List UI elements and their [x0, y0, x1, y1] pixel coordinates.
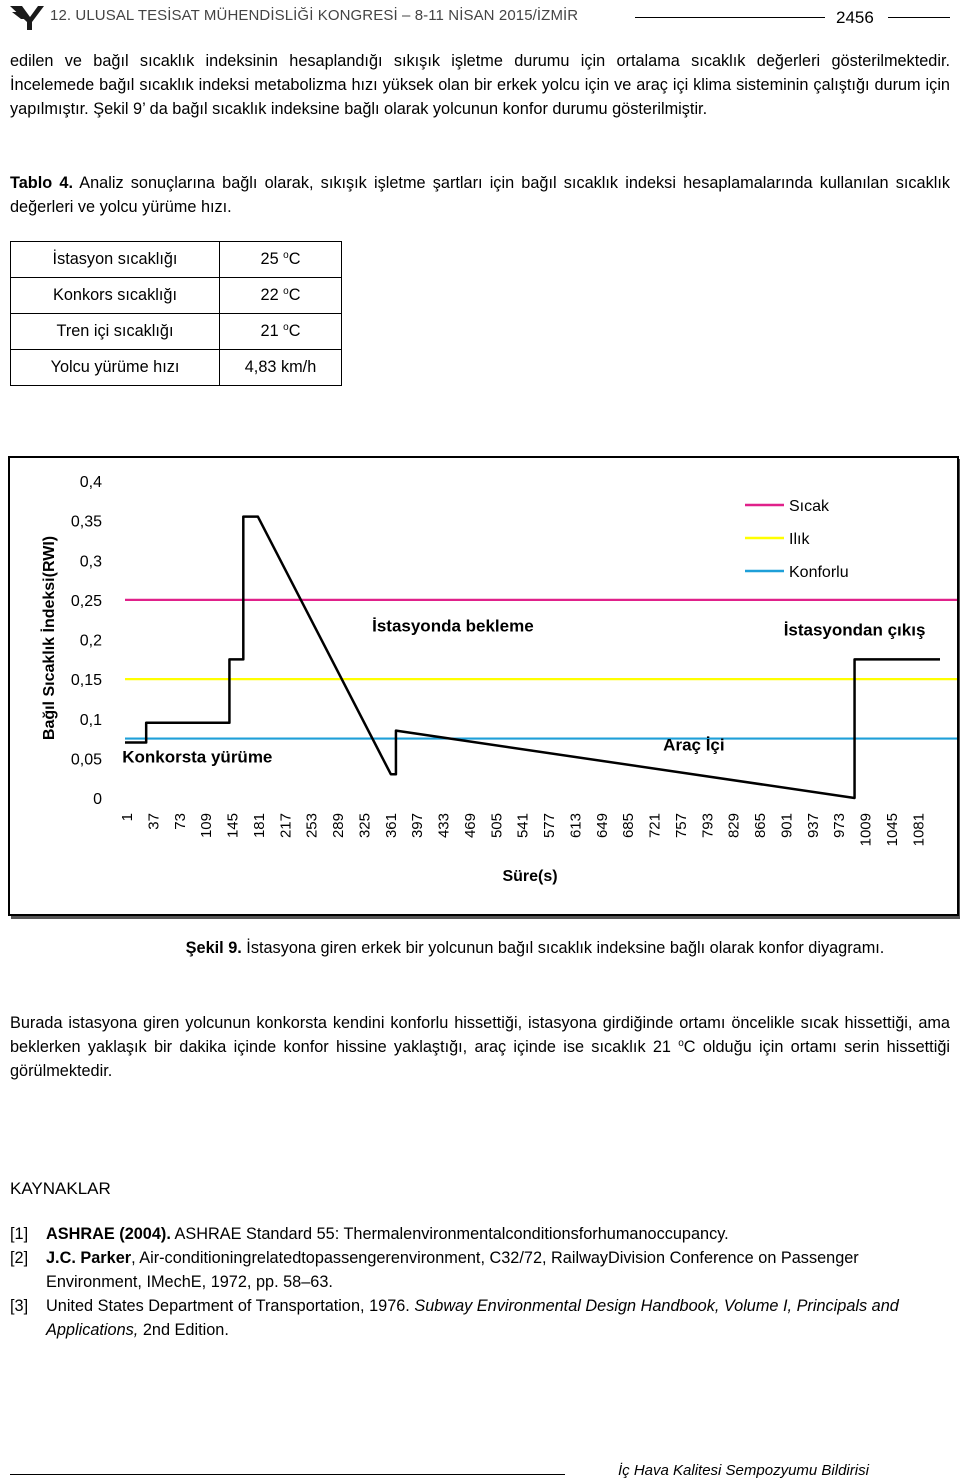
x-tick-label: 685 [620, 813, 638, 839]
x-tick-label: 37 [145, 813, 163, 830]
intro-paragraph-text: edilen ve bağıl sıcaklık indeksinin hesaplandığı sıkışık işletme durumu için ortalama sıcaklık değerleri gösterilmektedir. İncelemede bağıl sıcaklık indeksi metabolizma hızı yüksek olan bir erkek yolcu için ve araç içi klima sisteminin çalıştığı durum için yapılmıştır. Şekil 9’ da bağıl sıcaklık indeksine bağlı olarak yolcunun konfor durumu gösterilmiştir. [10, 52, 950, 118]
table-cell-label: İstasyon sıcaklığı [11, 242, 220, 278]
chart-annotation: Araç İçi [663, 735, 725, 755]
page-number: 2456 [836, 8, 874, 27]
x-tick-label: 541 [514, 813, 532, 839]
x-tick-label: 1081 [910, 813, 928, 847]
reference-item [10, 1294, 955, 1342]
table-caption [10, 171, 950, 219]
rwi-chart [10, 458, 957, 914]
value-number: 21 [260, 322, 284, 340]
body-paragraph-text: Burada istasyona giren yolcunun konkorsta kendini konforlu hissettiği, istasyona girdiğinde ortamı öncelikle sıcak hissettiği, ama beklerken yaklaşık bir dakika içinde konfor hissine yaklaştığı, araç içinde ise sıcaklık 21 [10, 1014, 950, 1056]
degree-superscript: o [678, 1038, 684, 1049]
body-paragraph [10, 1011, 950, 1083]
reference-text: ASHRAE Standard 55: Thermalenvironmentalconditionsforhumanoccupancy. [170, 1225, 729, 1243]
x-tick-label: 505 [488, 813, 506, 839]
table-cell-value [220, 242, 342, 278]
x-tick-label: 145 [224, 813, 242, 839]
table-cell-value [220, 314, 342, 350]
header-rule [888, 17, 950, 18]
header-rule [635, 17, 825, 18]
x-tick-label: 361 [382, 813, 400, 839]
chart-annotation: İstasyondan çıkış [783, 620, 926, 640]
x-tick-label: 73 [171, 813, 189, 830]
header-logo [8, 2, 46, 32]
x-tick-label: 1 [119, 813, 136, 822]
table-row [11, 314, 342, 350]
value-unit: C [288, 250, 301, 268]
reference-text: , Air-conditioningrelatedtopassengerenvironment, C32/72, RailwayDivision Conference on Passenger Environment, IMechE, 1972, pp. 58–63. [46, 1249, 859, 1291]
y-tick-label: 0,35 [70, 513, 102, 531]
value-number: 22 [260, 286, 284, 304]
x-tick-label: 757 [672, 813, 690, 839]
reference-item [10, 1246, 955, 1294]
x-tick-label: 109 [198, 813, 216, 839]
x-tick-label: 613 [567, 813, 585, 839]
x-tick-label: 1045 [883, 813, 901, 847]
x-tick-label: 397 [409, 813, 427, 839]
legend-label: Konforlu [789, 564, 849, 581]
reference-title: Subway Environmental Design Handbook, Volume I, Principals and Applications, [46, 1297, 899, 1339]
y-tick-label: 0,2 [79, 632, 102, 650]
reference-number: [2] [10, 1249, 29, 1267]
y-tick-label: 0,3 [79, 553, 102, 571]
table-cell-value [220, 278, 342, 314]
x-tick-label: 829 [725, 813, 743, 839]
parameters-table [10, 241, 342, 386]
figure-caption [120, 937, 950, 960]
footer-text: İç Hava Kalitesi Sempozyumu Bildirisi [618, 1462, 869, 1479]
x-tick-label: 325 [356, 813, 374, 839]
table-caption-label: Tablo 4. [10, 174, 73, 192]
y-tick-label: 0,1 [79, 711, 102, 729]
table-row [11, 242, 342, 278]
x-tick-label: 793 [699, 813, 717, 839]
x-tick-label: 901 [778, 813, 796, 839]
x-tick-label: 217 [277, 813, 295, 839]
y-tick-label: 0 [93, 791, 102, 808]
value-unit: C [288, 286, 301, 304]
x-tick-label: 937 [804, 813, 822, 839]
chart-annotation: İstasyonda bekleme [372, 616, 534, 636]
chart-frame [8, 456, 959, 916]
legend-label: Sıcak [789, 498, 830, 515]
table-row [11, 278, 342, 314]
y-tick-label: 0,05 [70, 751, 102, 769]
references-heading: KAYNAKLAR [10, 1179, 111, 1198]
header-title: 12. ULUSAL TESİSAT MÜHENDİSLİĞİ KONGRESİ – 8-11 NİSAN 2015/İZMİR [50, 7, 579, 24]
x-tick-label: 433 [435, 813, 453, 839]
reference-authors: ASHRAE (2004). [46, 1225, 171, 1243]
degree-superscript: o [283, 322, 289, 333]
value-number: 4,83 km/h [244, 358, 317, 376]
table-cell-label: Yolcu yürüme hızı [11, 350, 220, 386]
value-unit: C [288, 322, 301, 340]
x-tick-label: 289 [330, 813, 348, 839]
body-paragraph-text-end: C olduğu için ortamı serin hissettiği görülmektedir. [10, 1038, 950, 1080]
x-axis-label: Süre(s) [502, 868, 558, 885]
intro-paragraph [10, 49, 950, 121]
x-tick-label: 973 [831, 813, 849, 839]
x-tick-label: 577 [541, 813, 559, 839]
reference-authors: J.C. Parker [46, 1249, 132, 1267]
references-list [10, 1222, 955, 1342]
footer-rule [10, 1474, 565, 1475]
table-cell-label: Konkors sıcaklığı [11, 278, 220, 314]
figure-caption-label: Şekil 9. [185, 939, 242, 957]
reference-edition: 2nd Edition. [138, 1321, 229, 1339]
figure-caption-text: İstasyona giren erkek bir yolcunun bağıl sıcaklık indeksine bağlı olarak konfor diyagramı. [241, 939, 885, 957]
degree-superscript: o [283, 286, 289, 297]
legend-label: Ilık [789, 531, 810, 548]
chart-annotation: Konkorsta yürüme [122, 747, 273, 767]
x-tick-label: 649 [593, 813, 611, 839]
table-cell-label: Tren içi sıcaklığı [11, 314, 220, 350]
x-tick-label: 181 [250, 813, 268, 839]
x-tick-label: 721 [646, 813, 664, 839]
x-tick-label: 865 [752, 813, 770, 839]
congress-logo-icon [8, 2, 46, 32]
reference-item [10, 1222, 955, 1246]
y-tick-label: 0,15 [70, 672, 102, 690]
table-caption-text: Analiz sonuçlarına bağlı olarak, sıkışık işletme şartları için bağıl sıcaklık indeksi hesaplamalarında kullanılan sıcaklık değerleri ve yolcu yürüme hızı. [10, 174, 950, 216]
reference-number: [3] [10, 1297, 29, 1315]
y-tick-label: 0,25 [70, 592, 102, 610]
value-number: 25 [260, 250, 284, 268]
x-tick-label: 469 [461, 813, 479, 839]
y-tick-label: 0,4 [79, 474, 102, 491]
table-cell-value [220, 350, 342, 386]
table-row [11, 350, 342, 386]
y-axis-label: Bağıl Sıcaklık İndeksi(RWI) [41, 535, 58, 741]
degree-superscript: o [283, 250, 289, 261]
x-tick-label: 1009 [857, 813, 875, 847]
reference-number: [1] [10, 1225, 29, 1243]
x-tick-label: 253 [303, 813, 321, 839]
reference-text: United States Department of Transportation, 1976. [46, 1297, 415, 1315]
